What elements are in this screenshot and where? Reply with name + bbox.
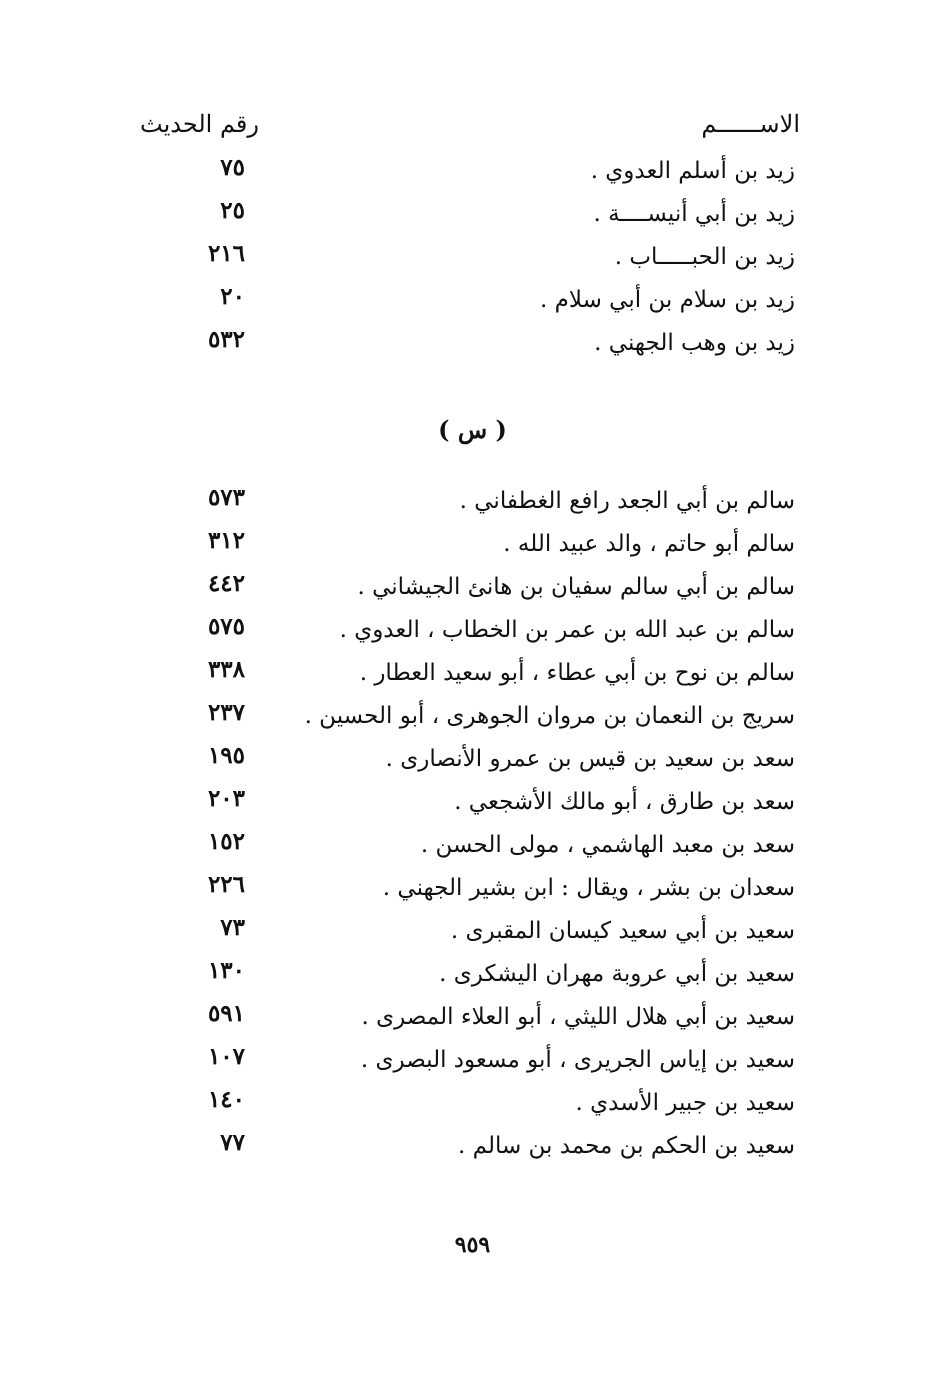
list-item bbox=[0, 738, 945, 781]
narrator-name: سعيد بن جبير الأسدي . bbox=[575, 1090, 795, 1116]
hadith-number: ٢٣٧ bbox=[207, 699, 245, 726]
narrator-name: سريج بن النعمان بن مروان الجوهرى ، أبو الحسين . bbox=[304, 703, 795, 729]
list-item bbox=[0, 609, 945, 652]
narrator-name: سالم أبو حاتم ، والد عبيد الله . bbox=[503, 531, 795, 557]
narrator-name: زيد بن أبي أنيســــة . bbox=[593, 201, 795, 227]
hadith-number: ٥٧٥ bbox=[207, 613, 245, 640]
narrator-name: زيد بن وهب الجهني . bbox=[594, 330, 795, 356]
hadith-number: ١٣٠ bbox=[207, 957, 245, 984]
narrator-name: سعيد بن إياس الجريرى ، أبو مسعود البصرى . bbox=[360, 1047, 795, 1073]
list-item bbox=[0, 867, 945, 910]
narrator-name: سالم بن نوح بن أبي عطاء ، أبو سعيد العطار . bbox=[359, 660, 795, 686]
list-item bbox=[0, 1082, 945, 1125]
hadith-number: ٧٣ bbox=[220, 914, 245, 941]
narrator-name: سعد بن معبد الهاشمي ، مولى الحسن . bbox=[420, 832, 795, 858]
narrator-name: سعد بن سعيد بن قيس بن عمرو الأنصارى . bbox=[385, 746, 795, 772]
hadith-number: ٢٠ bbox=[220, 283, 245, 310]
narrator-name: سالم بن أبي الجعد رافع الغطفاني . bbox=[459, 488, 795, 514]
list-item bbox=[0, 566, 945, 609]
name-column-header: الاســــــم bbox=[701, 110, 800, 138]
list-item bbox=[0, 150, 945, 193]
list-item bbox=[0, 1039, 945, 1082]
narrator-name: زيد بن سلام بن أبي سلام . bbox=[539, 287, 795, 313]
narrator-name: سعدان بن بشر ، ويقال : ابن بشير الجهني . bbox=[382, 875, 795, 901]
entries-list-seen bbox=[0, 480, 945, 1168]
hadith-number: ١٩٥ bbox=[207, 742, 245, 769]
narrator-name: سعيد بن أبي سعيد كيسان المقبرى . bbox=[450, 918, 795, 944]
list-item bbox=[0, 652, 945, 695]
narrator-name: زيد بن أسلم العدوي . bbox=[590, 158, 795, 184]
narrator-name: سالم بن أبي سالم سفيان بن هانئ الجيشاني . bbox=[357, 574, 795, 600]
page-number: ٩٥٩ bbox=[454, 1232, 491, 1258]
hadith-number: ٧٧ bbox=[220, 1129, 245, 1156]
hadith-number: ١٤٠ bbox=[207, 1086, 245, 1113]
hadith-number: ٤٤٢ bbox=[207, 570, 245, 597]
hadith-number: ٥٣٢ bbox=[207, 326, 245, 353]
hadith-number: ٢٢٦ bbox=[207, 871, 245, 898]
hadith-number: ٥٩١ bbox=[207, 1000, 245, 1027]
hadith-number: ٢٥ bbox=[220, 197, 245, 224]
hadith-number: ٢٠٣ bbox=[207, 785, 245, 812]
narrator-name: زيد بن الحبـــــاب . bbox=[614, 244, 795, 270]
list-item bbox=[0, 910, 945, 953]
list-item bbox=[0, 824, 945, 867]
list-item bbox=[0, 279, 945, 322]
hadith-number: ٣١٢ bbox=[207, 527, 245, 554]
list-item bbox=[0, 953, 945, 996]
list-item bbox=[0, 193, 945, 236]
hadith-number: ٧٥ bbox=[220, 154, 245, 181]
entries-list-zayd bbox=[0, 150, 945, 365]
hadith-number-column-header: رقم الحديث bbox=[140, 110, 259, 138]
list-item bbox=[0, 996, 945, 1039]
list-item bbox=[0, 236, 945, 279]
hadith-number: ٥٧٣ bbox=[207, 484, 245, 511]
list-item bbox=[0, 523, 945, 566]
list-item bbox=[0, 1125, 945, 1168]
list-item bbox=[0, 695, 945, 738]
narrator-name: سعيد بن الحكم بن محمد بن سالم . bbox=[458, 1133, 795, 1159]
list-item bbox=[0, 781, 945, 824]
list-item bbox=[0, 322, 945, 365]
narrator-name: سعيد بن أبي هلال الليثي ، أبو العلاء المصرى . bbox=[361, 1004, 795, 1030]
hadith-number: ١٥٢ bbox=[207, 828, 245, 855]
list-item bbox=[0, 480, 945, 523]
narrator-name: سعد بن طارق ، أبو مالك الأشجعي . bbox=[454, 789, 795, 815]
hadith-number: ٢١٦ bbox=[207, 240, 245, 267]
hadith-number: ٣٣٨ bbox=[207, 656, 245, 683]
section-heading-letter: ( س ) bbox=[438, 415, 507, 444]
narrator-name: سعيد بن أبي عروبة مهران اليشكرى . bbox=[439, 961, 795, 987]
hadith-number: ١٠٧ bbox=[207, 1043, 245, 1070]
narrator-name: سالم بن عبد الله بن عمر بن الخطاب ، العدوي . bbox=[339, 617, 795, 643]
